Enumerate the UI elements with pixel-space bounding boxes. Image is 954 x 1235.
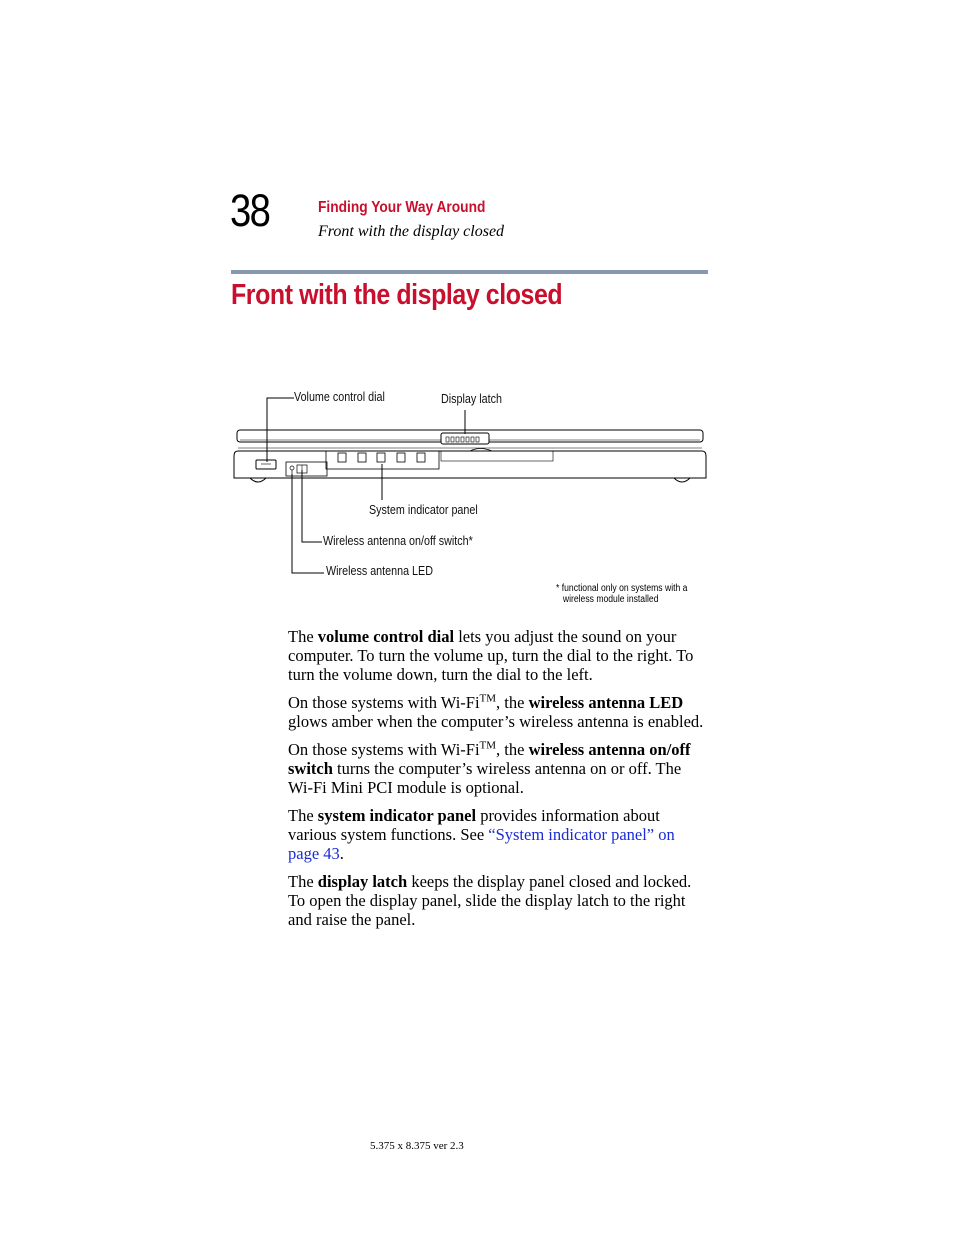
callout-wireless-switch: Wireless antenna on/off switch*: [323, 534, 473, 548]
paragraph-display-latch: The display latch keeps the display panel closed and locked. To open the display panel, slide the display latch to the right and raise the panel.: [288, 872, 692, 929]
footnote-line1: * functional only on systems with a: [556, 583, 688, 594]
callout-display-latch: Display latch: [441, 392, 502, 406]
display-latch-shape: [441, 433, 489, 444]
volume-dial-shape: [256, 460, 276, 469]
figure-footnote: [556, 583, 687, 605]
body-text: [288, 627, 708, 938]
paragraph-indicator-panel: The system indicator panel provides information about various system functions. See “System indicator panel” on page 43.: [288, 806, 675, 863]
callout-system-indicator-panel: System indicator panel: [369, 503, 478, 517]
callout-wireless-led: Wireless antenna LED: [326, 564, 433, 578]
chapter-title: Finding Your Way Around: [318, 199, 486, 216]
main-heading: Front with the display closed: [231, 279, 563, 311]
link-system-indicator-panel[interactable]: “System indicator panel” on page 43: [288, 825, 675, 863]
paragraph-volume-dial: The volume control dial lets you adjust the sound on your computer. To turn the volume up, turn the dial to the right. To turn the volume down, turn the dial to the left.: [288, 627, 694, 684]
page-number: 38: [230, 185, 270, 236]
footer-version: 5.375 x 8.375 ver 2.3: [370, 1140, 464, 1152]
section-subtitle: Front with the display closed: [318, 223, 505, 240]
indicator-leds: [338, 453, 425, 462]
laptop-base: [234, 451, 706, 478]
paragraph-wireless-led: On those systems with Wi-Fi™, the wireless antenna LED glows amber when the computer’s wireless antenna is enabled.: [288, 692, 704, 731]
wireless-led-leader: [292, 474, 324, 573]
paragraph-wireless-switch: On those systems with Wi-Fi™, the wireless antenna on/off switch turns the computer’s wireless antenna on or off. The Wi-Fi Mini PCI module is optional.: [288, 739, 691, 797]
callout-volume-control-dial: Volume control dial: [294, 390, 385, 404]
footnote-line2: wireless module installed: [562, 594, 659, 605]
wireless-switch-leader: [302, 470, 322, 542]
